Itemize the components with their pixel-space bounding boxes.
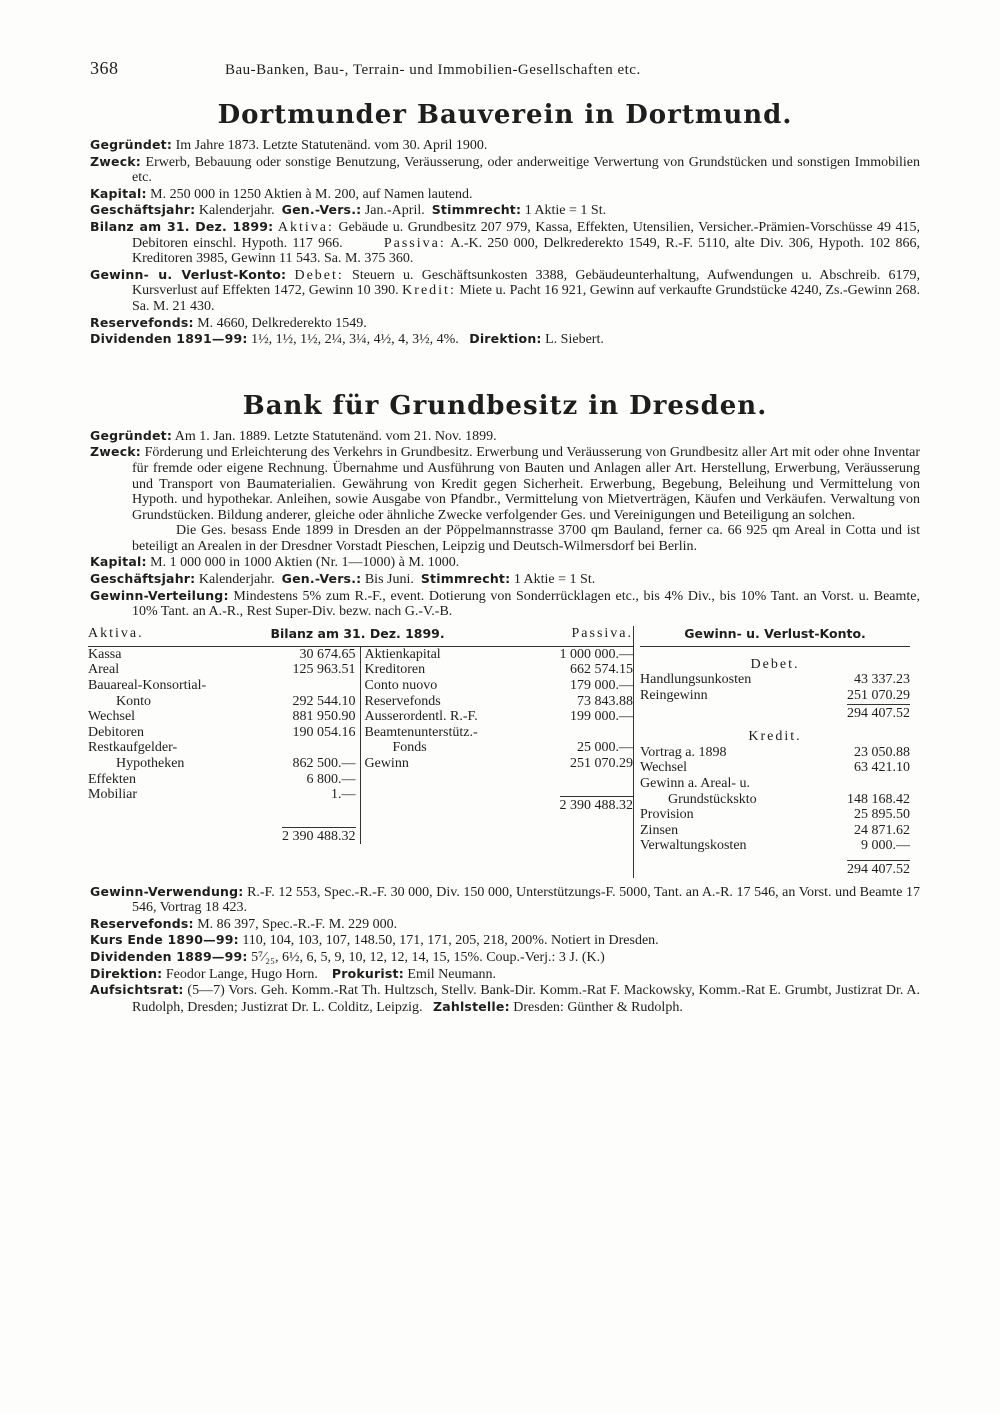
- guv-block: [633, 626, 910, 878]
- kredit-row: [640, 838, 910, 854]
- s2-geschaeftsjahr: Geschäftsjahr: Kalenderjahr. Gen.-Vers.: Bis Juni. Stimmrecht: 1 Aktie = 1 St.: [90, 571, 596, 588]
- kredit-label: Kredit.: [748, 729, 802, 745]
- section2-body: [90, 428, 920, 1016]
- aktiva-row-value: 881 950.90: [292, 709, 356, 725]
- debet-row-value: 251 070.29: [847, 688, 910, 704]
- bilanz-title: Bilanz am 31. Dez. 1899.: [270, 625, 445, 641]
- passiva-row-label: Reservefonds: [364, 693, 441, 709]
- passiva-column: [361, 647, 634, 845]
- s1-dividenden: Dividenden 1891—99: 1½, 1½, 1½, 2¼, 3¼, 4½, 4, 3½, 4%. Direktion: L. Siebert.: [90, 331, 604, 348]
- s1-gegruendet: Gegründet: Im Jahre 1873. Letzte Statutenänd. vom 30. April 1900.: [90, 137, 488, 153]
- passiva-row: [365, 709, 634, 725]
- bilanz-header: [88, 626, 633, 647]
- debet-total: 294 407.52: [847, 705, 910, 721]
- aktiva-row-value: 125 963.51: [292, 662, 356, 678]
- kredit-row-value: 63 421.10: [854, 760, 910, 776]
- page-header: [90, 58, 920, 79]
- section1-body: [90, 137, 920, 348]
- passiva-row-label: Kreditoren: [364, 662, 426, 678]
- aktiva-row-value: 190 054.16: [292, 724, 356, 740]
- aktiva-row-label: Effekten: [88, 771, 136, 787]
- aktiva-row: [88, 709, 356, 725]
- debet-label: Debet.: [750, 656, 800, 672]
- aktiva-row-value: 30 674.65: [299, 646, 356, 662]
- passiva-row-value: 25 000.—: [577, 740, 633, 756]
- aktiva-row-label: Mobiliar: [88, 787, 137, 803]
- debet-row-value: 43 337.23: [854, 672, 910, 688]
- debet-row-label: Reingewinn: [640, 688, 708, 704]
- s2-reservefonds: Reservefonds: M. 86 397, Spec.-R.-F. M. 229 000.: [90, 915, 398, 932]
- s2-zweck: Zweck: Förderung und Erleichterung des Verkehrs in Grundbesitz. Erwerbung und Veräusserung von Grundbesitz aller Art mit oder ohne Inventar für fremde oder eigene Rechnung. Übernahme und Ausführung von Bauten und Anlagen aller Art. Herstellung, Erwerbung, Veräusserung und Transport von Baumaterialien. Gewährung von Kredit gegen Sicherheit. Erwerbung, Begebung, Beleihung und Vermittelung von Hypoth. und hypothekar. Anleihen, sowie Ausgabe von Pfandbr., Vermittelung von Mietverträgen, Käufen und Verkäufen. Verwaltung von Grundstücken. Bildung anderer, gleiche oder ähnliche Zwecke verfolgender Ges. und Vereinigungen und Beteiligung an solchen.: [90, 444, 921, 523]
- passiva-row-cont: [365, 740, 634, 756]
- passiva-row-label-cont: Fonds: [392, 740, 427, 756]
- passiva-row: [365, 694, 634, 710]
- balance-table: [88, 626, 910, 878]
- aktiva-row-label: Areal: [88, 662, 120, 678]
- kredit-row-value: 23 050.88: [854, 744, 910, 760]
- kredit-row-value: 25 895.50: [854, 807, 910, 823]
- passiva-row: [365, 725, 634, 741]
- s2-dividenden: Dividenden 1889—99: 5⁷⁄₂₅, 6½, 6, 5, 9, 10, 12, 12, 14, 15, 15%. Coup.-Verj.: 3 J. (K.): [90, 948, 605, 965]
- page-number: 368: [90, 58, 119, 78]
- debet-row-label: Handlungsunkosten: [640, 672, 752, 688]
- bilanz-block: [88, 626, 633, 878]
- kredit-row-label: Zinsen: [640, 822, 679, 838]
- passiva-row-value: 73 843.88: [577, 693, 633, 709]
- s1-zweck: Zweck: Erwerb, Bebauung oder sonstige Benutzung, Veräusserung, oder anderweitige Verwertung von Grundstücken und sonstigen Immobilien etc.: [90, 153, 920, 186]
- passiva-row-value: 251 070.29: [570, 756, 633, 771]
- passiva-row-label: Conto nuovo: [364, 678, 438, 694]
- kredit-row-cont: [640, 792, 910, 808]
- page: [90, 58, 920, 1015]
- kredit-row-label: Verwaltungskosten: [640, 838, 747, 854]
- kredit-row: [640, 807, 910, 823]
- passiva-row-value: 179 000.—: [570, 678, 633, 694]
- aktiva-label: Aktiva.: [88, 625, 144, 641]
- s2-kapital: Kapital: M. 1 000 000 in 1000 Aktien (Nr. 1—1000) à M. 1000.: [90, 554, 460, 571]
- aktiva-row-label: Debitoren: [88, 724, 144, 740]
- guv-title: Gewinn- u. Verlust-Konto.: [640, 626, 910, 647]
- aktiva-row: [88, 787, 356, 803]
- s2-direktion: Direktion: Feodor Lange, Hugo Horn. Prokurist: Emil Neumann.: [90, 965, 497, 982]
- s1-kapital: Kapital: M. 250 000 in 1250 Aktien à M. 200, auf Namen lautend.: [90, 185, 473, 202]
- s1-reservefonds: Reservefonds: M. 4660, Delkrederekto 1549.: [90, 314, 367, 331]
- aktiva-total: 2 390 488.32: [282, 828, 356, 844]
- kredit-row: [640, 760, 910, 776]
- passiva-row-value: 1 000 000.—: [559, 646, 633, 662]
- passiva-row-label: Ausserordentl. R.-F.: [364, 709, 478, 725]
- kredit-row: [640, 823, 910, 839]
- s1-guv: Gewinn- u. Verlust-Konto: Debet: Steuern u. Geschäftsunkosten 3388, Gebäudeunterhaltung, Aufwendungen u. Abschreib. 6179, Kursverlust auf Effekten 1472, Gewinn 10 390. Kredit: Miete u. Pacht 16 921, Gewinn auf verkaufte Grundstücke 4240, Zs.-Gewinn 268. Sa. M. 21 430.: [90, 266, 921, 314]
- aktiva-row: [88, 678, 356, 694]
- kredit-row: [640, 745, 910, 761]
- aktiva-row-value: 292 544.10: [292, 693, 356, 709]
- aktiva-row-value: 6 800.—: [306, 771, 356, 787]
- kredit-total: 294 407.52: [847, 861, 910, 877]
- aktiva-row: [88, 647, 356, 663]
- s1-geschaeftsjahr: Geschäftsjahr: Kalenderjahr. Gen.-Vers.: Jan.-April. Stimmrecht: 1 Aktie = 1 St.: [90, 202, 607, 219]
- passiva-row: [365, 647, 634, 663]
- aktiva-row-label: Wechsel: [88, 709, 136, 725]
- kredit-row-label: Gewinn a. Areal- u.: [640, 776, 751, 791]
- kredit-row-label: Wechsel: [640, 760, 688, 776]
- kredit-row-value: 24 871.62: [854, 822, 910, 838]
- section2-title: Bank für Grundbesitz in Dresden.: [242, 390, 768, 421]
- aktiva-row-label: Restkaufgelder-: [88, 740, 178, 756]
- aktiva-row-label-cont: Hypotheken: [116, 756, 185, 771]
- kredit-row-value: 148 168.42: [847, 791, 910, 807]
- running-title: Bau-Banken, Bau-, Terrain- und Immobilien-Gesellschaften etc.: [225, 62, 641, 78]
- kredit-row-label-cont: Grundstückskto: [668, 791, 757, 807]
- kredit-row-label: Vortrag a. 1898: [640, 744, 727, 760]
- aktiva-row-label-cont: Konto: [116, 693, 151, 709]
- passiva-row: [365, 756, 634, 772]
- passiva-row-label: Beamtenunterstütz.-: [364, 724, 478, 740]
- passiva-row: [365, 678, 634, 694]
- s2-besitz: Die Ges. besass Ende 1899 in Dresden an der Pöppelmannstrasse 3700 qm Bauland, ferner ca. 66 925 qm Areal in Cotta und ist beteiligt an Arealen in der Dresdner Vorstadt Pieschen, Leipzig und Deutsch-Wilmersdorf bei Berlin.: [132, 523, 920, 554]
- kredit-row: [640, 776, 910, 792]
- kredit-row-value: 9 000.—: [861, 838, 910, 854]
- passiva-row-label: Aktienkapital: [364, 646, 441, 662]
- passiva-row-value: 199 000.—: [570, 709, 633, 725]
- passiva-row: [365, 662, 634, 678]
- s2-aufsichtsrat: Aufsichtsrat: (5—7) Vors. Geh. Komm.-Rat Th. Hultzsch, Stellv. Bank-Dir. Komm.-Rat F. Mackowsky, Komm.-Rat E. Grumbt, Justizrat Dr. A. Rudolph, Dresden; Justizrat Dr. L. Colditz, Leipzig. Zahlstelle: Dresden: Günther & Rudolph.: [90, 982, 921, 1015]
- debet-row: [640, 688, 910, 704]
- aktiva-row-label: Bauareal-Konsortial-: [88, 678, 207, 694]
- s2-gewinn-verwendung: Gewinn-Verwendung: R.-F. 12 553, Spec.-R.-F. 30 000, Div. 150 000, Unterstützungs-F. 5000, Tant. an A.-R. 17 546, an Vorst. und Beamte 17 546, Vortrag 18 423.: [90, 883, 920, 916]
- section1-title: Dortmunder Bauverein in Dortmund.: [217, 100, 793, 130]
- aktiva-row: [88, 772, 356, 788]
- aktiva-row: [88, 725, 356, 741]
- passiva-total: 2 390 488.32: [559, 797, 633, 813]
- aktiva-column: [88, 647, 361, 845]
- passiva-row-value: 662 574.15: [570, 662, 633, 678]
- aktiva-row: [88, 740, 356, 756]
- s2-gewinn-verteilung: Gewinn-Verteilung: Mindestens 5% zum R.-F., event. Dotierung von Sonderrücklagen etc., bis 4% Div., bis 10% Tant. an Vorst. u. Beamte, 10% Tant. an A.-R., Rest Super-Div. bezw. nach G.-V.-B.: [90, 587, 921, 620]
- aktiva-row: [88, 662, 356, 678]
- debet-row: [640, 672, 910, 688]
- passiva-row-label: Gewinn: [364, 756, 409, 771]
- aktiva-row-label: Kassa: [88, 646, 122, 662]
- s2-gegruendet: Gegründet: Am 1. Jan. 1889. Letzte Statutenänd. vom 21. Nov. 1899.: [90, 427, 497, 444]
- aktiva-row-cont: [88, 694, 356, 710]
- aktiva-row-value: 862 500.—: [292, 756, 356, 771]
- aktiva-row-cont: [88, 756, 356, 772]
- s2-kurs: Kurs Ende 1890—99: 110, 104, 103, 107, 148.50, 171, 171, 205, 218, 200%. Notiert in Dresden.: [90, 932, 659, 949]
- aktiva-row-value: 1.—: [331, 787, 356, 803]
- passiva-label: Passiva.: [571, 625, 633, 641]
- s1-bilanz: Bilanz am 31. Dez. 1899: Aktiva: Gebäude u. Grundbesitz 207 979, Kassa, Effekten, Utensilien, Versicher.-Prämien-Vorschüsse 49 415, Debitoren einschl. Hypoth. 117 966. Passiva: A.-K. 250 000, Delkrederekto 1549, R.-F. 5110, alte Div. 306, Hypoth. 102 866, Kreditoren 3985, Gewinn 11 543. Sa. M. 375 360.: [90, 218, 921, 267]
- kredit-row-label: Provision: [640, 807, 694, 823]
